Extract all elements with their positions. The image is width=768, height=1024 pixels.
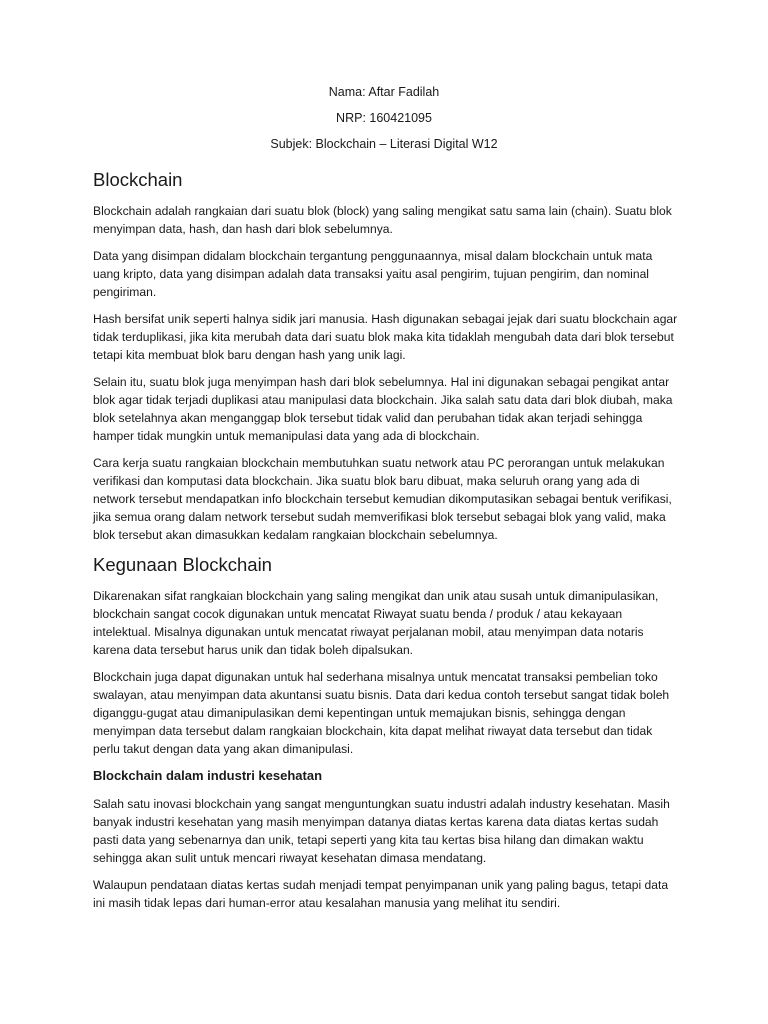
paragraph: Blockchain juga dapat digunakan untuk hal sederhana misalnya untuk mencatat transaksi pembelian toko swalayan, atau menyimpan data akuntansi suatu bisnis. Data dari kedua contoh tersebut sangat tidak boleh diganggu-gugat atau dimanipulasikan demi kepentingan untuk memajukan bisnis, sehingga dengan menyimpan data tersebut dalam rangkaian blockchain, kita dapat melihat riwayat data tersebut dan tidak perlu takut dengan data yang akan dimanipulasi. xyxy=(93,670,670,756)
paragraph: Hash bersifat unik seperti halnya sidik jari manusia. Hash digunakan sebagai jejak dari suatu blockchain agar tidak terduplikasi, jika kita merubah data dari suatu blok maka kita tidaklah mengubah data dari blok tersebut tetapi kita membuat blok baru dengan hash yang unik lagi. xyxy=(93,312,678,362)
paragraph: Walaupun pendataan diatas kertas sudah menjadi tempat penyimpanan unik yang paling bagus, tetapi data ini masih tidak lepas dari human-error atau kesalahan manusia yang melihat itu sendiri. xyxy=(93,878,669,910)
paragraph: Dikarenakan sifat rangkaian blockchain yang saling mengikat dan unik atau susah untuk dimanipulasikan, blockchain sangat cocok digunakan untuk mencatat Riwayat suatu benda / produk / atau kekayaan intelektual. Misalnya digunakan untuk mencatat riwayat perjalanan mobil, atau menyimpan data notaris karena data tersebut harus unik dan tidak boleh dipalsukan. xyxy=(93,589,659,657)
document-body xyxy=(93,168,679,921)
paragraph: Cara kerja suatu rangkaian blockchain membutuhkan suatu network atau PC perorangan untuk melakukan verifikasi dan komputasi data blockchain. Jika suatu blok baru dibuat, maka seluruh orang yang ada di network tersebut mendapatkan info blockchain tersebut kemudian dikomputasikan sebagai bentuk verifikasi, jika semua orang dalam network tersebut sudah memverifikasi blok tersebut sebagai blok yang valid, maka blok tersebut akan dimasukkan kedalam rangkaian blockchain sebelumnya. xyxy=(93,456,672,542)
paragraph: Data yang disimpan didalam blockchain tergantung penggunaannya, misal dalam blockchain untuk mata uang kripto, data yang disimpan adalah data transaksi yaitu asal pengirim, tujuan pengirim, dan nominal pengiriman. xyxy=(93,249,653,299)
paragraph: Salah satu inovasi blockchain yang sangat menguntungkan suatu industri adalah industry kesehatan. Masih banyak industri kesehatan yang masih menyimpan datanya diatas kertas karena data diatas kertas sudah pasti data yang sebenarnya dan unik, tetapi seperti yang kita tau kertas bisa hilang dan dimakan waktu sehingga akan sulit untuk mencari riwayat kesehatan dimasa mendatang. xyxy=(93,797,670,865)
paragraph: Blockchain adalah rangkaian dari suatu blok (block) yang saling mengikat satu sama lain (chain). Suatu blok menyimpan data, hash, dan hash dari blok sebelumnya. xyxy=(93,204,672,236)
section-heading: Blockchain xyxy=(93,169,183,190)
paragraph: Selain itu, suatu blok juga menyimpan hash dari blok sebelumnya. Hal ini digunakan sebagai pengikat antar blok agar tidak terjadi duplikasi atau manipulasi data blockchain. Jika salah satu data dari blok diubah, maka blok setelahnya akan menganggap blok tersebut tidak valid dan perubahan tidak akan terjadi sehingga hamper tidak mungkin untuk memanipulasi data yang ada di blockchain. xyxy=(93,375,673,443)
subsection-heading: Blockchain dalam industri kesehatan xyxy=(93,768,323,783)
section-industri-kesehatan xyxy=(93,767,679,912)
subject-line: Subjek: Blockchain – Literasi Digital W12 xyxy=(270,137,498,151)
section-heading: Kegunaan Blockchain xyxy=(93,554,272,575)
author-name: Nama: Aftar Fadilah xyxy=(328,85,440,99)
document-header xyxy=(0,84,768,162)
section-blockchain xyxy=(93,168,679,544)
student-id: NRP: 160421095 xyxy=(336,111,432,125)
section-kegunaan-blockchain xyxy=(93,553,679,758)
